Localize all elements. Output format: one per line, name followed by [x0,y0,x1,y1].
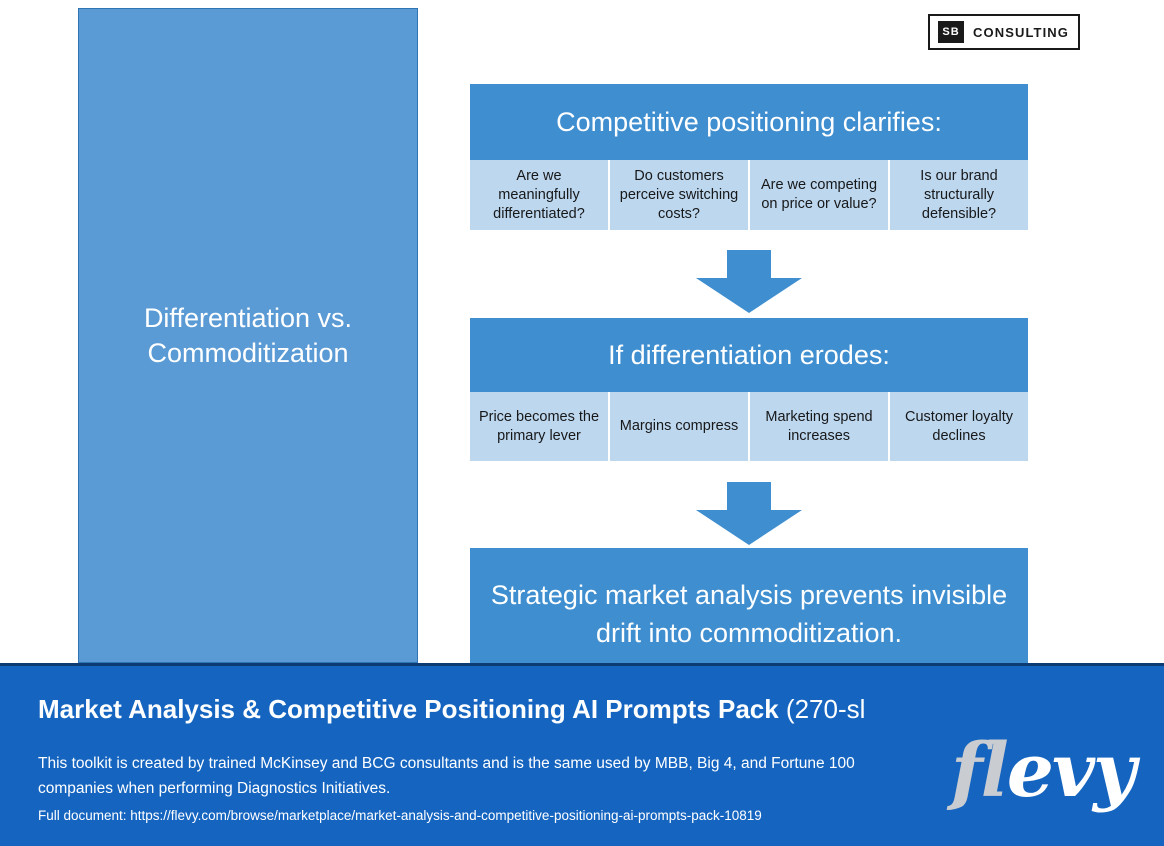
flow-block-1-heading [470,84,1028,160]
flow-cell: Is our brand structurally defensible? [890,160,1028,230]
flow-block-1 [470,84,1028,230]
flow-cell: Are we competing on price or value? [750,160,890,230]
down-arrow-icon [694,250,804,314]
footer-description: This toolkit is created by trained McKinsey and BCG consultants and is the same used by MBB, Big 4, and Fortune 100 companies when performing Diagnostics Initiatives. [38,755,855,797]
flevy-logo-part1: fl [950,728,1007,814]
sb-consulting-logo [928,14,1080,50]
flow-block-1-heading-text: Competitive positioning clarifies: [556,107,942,137]
flow-block-1-cells [470,160,1028,230]
flow-cell: Do customers perceive switching costs? [610,160,750,230]
flevy-logo [950,728,1134,814]
flow-cell: Margins compress [610,392,750,461]
left-title-panel [78,8,418,663]
left-panel-title: Differentiation vs. Commoditization [143,302,353,368]
sb-logo-mark: SB [938,21,964,43]
flow-block-2-heading-text: If differentiation erodes: [608,340,890,370]
flow-cell: Price becomes the primary lever [470,392,610,461]
flow-cell: Customer loyalty declines [890,392,1028,461]
flevy-footer-banner [0,663,1164,846]
flow-block-3-heading [470,548,1028,663]
footer-document-link[interactable]: Full document: https://flevy.com/browse/marketplace/market-analysis-and-competitive-positioning-ai-prompts-pack-10819 [38,808,762,823]
footer-title [38,694,865,725]
flow-block-3-heading-text: Strategic market analysis prevents invisible drift into commoditization. [490,580,1008,648]
down-arrow-icon [694,482,804,546]
footer-title-suffix: (270-sl [778,694,866,724]
flow-block-2-heading [470,318,1028,392]
flow-block-2-cells [470,392,1028,461]
flow-cell: Are we meaningfully differentiated? [470,160,610,230]
sb-logo-wordmark: CONSULTING [973,24,1069,40]
flevy-logo-part2: evy [1006,728,1134,814]
flow-block-2 [470,318,1028,461]
flow-block-3 [470,548,1028,663]
flow-cell: Marketing spend increases [750,392,890,461]
footer-title-main: Market Analysis & Competitive Positioning AI Prompts Pack [38,694,779,724]
